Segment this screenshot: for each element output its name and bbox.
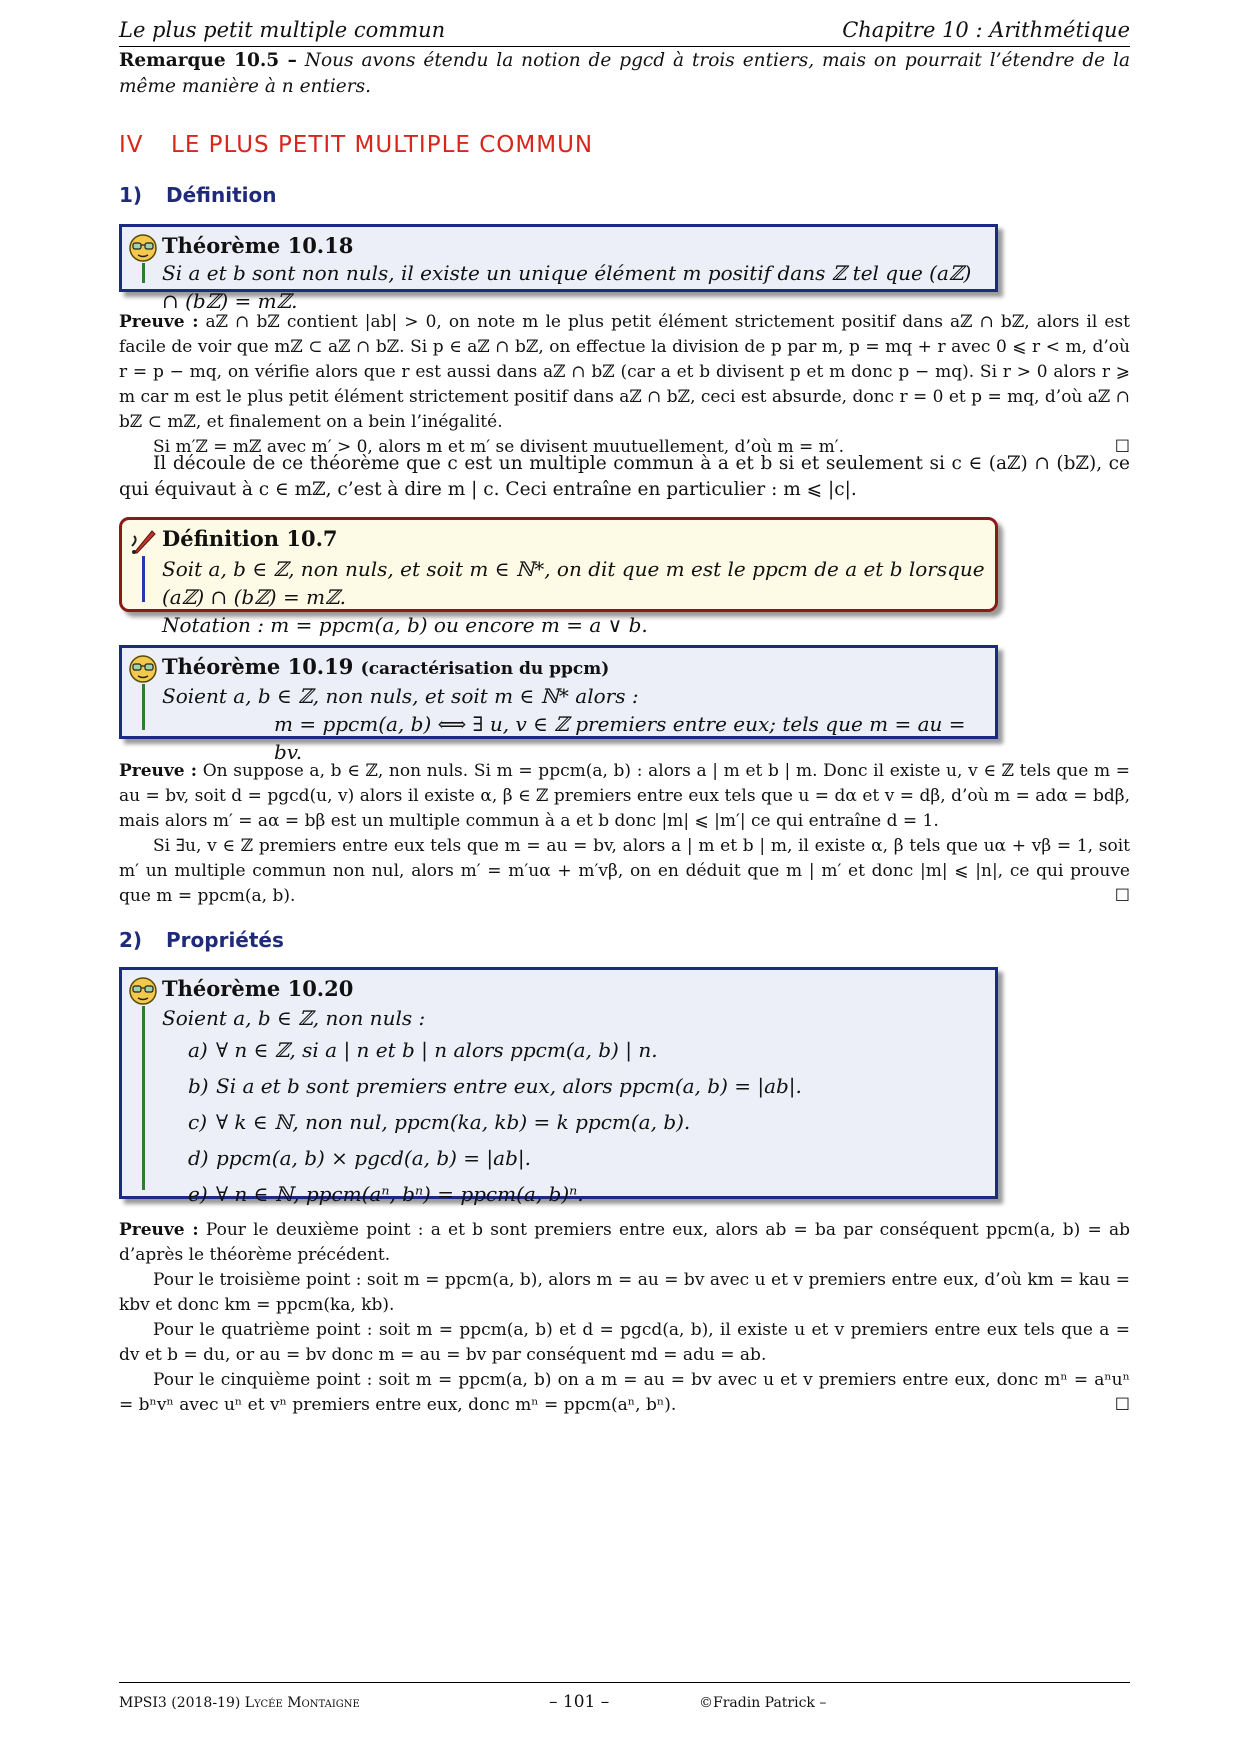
property-item xyxy=(162,1176,985,1212)
definition-line: Notation : m = ppcm(a, b) ou encore m = a ∨ b. xyxy=(162,613,648,637)
paragraph-after-theorem: Il découle de ce théorème que c est un multiple commun à a et b si et seulement si c ∈ (aℤ) ∩ (bℤ), ce qui équivaut à c ∈ mℤ, c’est à dire m | c. Ceci entraîne en particulier : m ⩽ |c|. xyxy=(119,453,1130,500)
subsection-heading-2 xyxy=(119,928,1130,952)
proof-paragraph xyxy=(119,1368,1130,1418)
section-title: LE PLUS PETIT MULTIPLE COMMUN xyxy=(171,132,594,158)
page-number: – 101 – xyxy=(549,1692,610,1712)
item-label: d) xyxy=(188,1146,209,1170)
quill-pen-icon xyxy=(128,526,158,556)
item-text: Si a et b sont premiers entre eux, alors ppcm(a, b) = |ab|. xyxy=(216,1074,802,1098)
proof-paragraph xyxy=(119,1218,1130,1268)
proof-text: Pour le cinquième point : soit m = ppcm(a, b) on a m = au = bv avec u et v premiers entre eux, donc mⁿ = aⁿuⁿ = bⁿvⁿ avec uⁿ et vⁿ premiers entre eux, donc mⁿ = ppcm(aⁿ, bⁿ). xyxy=(119,1370,1130,1415)
proof-paragraph xyxy=(119,759,1130,834)
remark xyxy=(119,48,1130,100)
proof-text: Pour le deuxième point : a et b sont premiers entre eux, alors ab = ba par conséquent ppcm(a, b) = ab d’après le théorème précédent. xyxy=(119,1220,1130,1265)
subsection-number: 1) xyxy=(119,183,143,207)
property-item xyxy=(162,1068,985,1104)
theorem-content xyxy=(162,682,985,766)
theorem-icon xyxy=(128,233,158,263)
proof-paragraph: Pour le quatrième point : soit m = ppcm(a, b) et d = pgcd(a, b), il existe u et v premiers entre eux tels que a = dv et b = du, or au = bv donc m = au = bv par conséquent md = adu = ab. xyxy=(119,1320,1130,1365)
section-number: IV xyxy=(119,132,144,158)
proof-label: Preuve : xyxy=(119,1220,199,1240)
theorem-subtitle: (caractérisation du ppcm) xyxy=(360,659,610,679)
subsection-title: Propriétés xyxy=(166,928,284,952)
item-label: a) xyxy=(188,1038,208,1062)
proof-18 xyxy=(119,310,1130,460)
header-left: Le plus petit multiple commun xyxy=(119,18,446,42)
page-footer xyxy=(119,1682,1130,1712)
proof-text: Si m′ℤ = mℤ avec m′ > 0, alors m et m′ se divisent muutuellement, d’où m = m′. xyxy=(153,437,845,457)
definition-bar xyxy=(142,556,145,602)
page xyxy=(119,0,1130,1754)
proof-label: Preuve : xyxy=(119,761,198,781)
proof-text: Si ∃u, v ∈ ℤ premiers entre eux tels que m = au = bv, alors a | m et b | m, il existe α, β tels que uα + vβ = 1, soit m′ un multiple commun non nul, alors m′ = m′uα + m′vβ, on en déduit que m | m′ et donc |m| ⩽ |n|, ce qui prouve que m = ppcm(a, b). xyxy=(119,836,1130,906)
theorem-title-text: Théorème 10.19 xyxy=(162,654,354,679)
proof-paragraph xyxy=(119,310,1130,435)
property-item xyxy=(162,1104,985,1140)
theorem-bar xyxy=(142,684,145,730)
proof-text: On suppose a, b ∈ ℤ, non nuls. Si m = ppcm(a, b) : alors a | m et b | m. Donc il existe u, v ∈ ℤ tels que m = au = bv, soit d = pgcd(u, v) alors il existe α, β ∈ ℤ premiers entre eux tels que u = dα et v = dβ, d’où m = adα = bdβ, mais alors m′ = aα = bβ est un multiple commun à a et b donc |m| ⩽ |m′| ce qui entraîne d = 1. xyxy=(119,761,1131,831)
theorem-content xyxy=(162,1004,985,1212)
section-heading xyxy=(119,132,1130,158)
qed-box-icon: ☐ xyxy=(1114,886,1130,906)
definition-content xyxy=(162,555,985,639)
theorem-box-19 xyxy=(119,645,998,764)
item-label: c) xyxy=(188,1110,208,1134)
proof-19 xyxy=(119,759,1130,909)
item-text: ∀ k ∈ ℕ, non nul, ppcm(ka, kb) = k ppcm(a, b). xyxy=(216,1110,691,1134)
definition-title: Définition 10.7 xyxy=(162,526,338,551)
theorem-line: Soient a, b ∈ ℤ, non nuls, et soit m ∈ ℕ* alors : xyxy=(162,684,639,708)
item-label: e) xyxy=(188,1182,208,1206)
item-text: ∀ n ∈ ℤ, si a | n et b | n alors ppcm(a, b) | n. xyxy=(216,1038,658,1062)
theorem-bar xyxy=(142,1006,145,1190)
proof-text: aℤ ∩ bℤ contient |ab| > 0, on note m le plus petit élément strictement positif dans aℤ ∩ bℤ, alors il est facile de voir que mℤ ⊂ aℤ ∩ bℤ. Si p ∈ aℤ ∩ bℤ, on effectue la division de p par m, p = mq + r avec 0 ⩽ r < m, d’où r = p − mq, on vérifie alors que r est aussi dans aℤ ∩ bℤ (car a et b divisent p et m donc p − mq). Si r > 0 alors r ⩾ m car m est le plus petit élément strictement positif dans aℤ ∩ bℤ, ceci est absurde, donc r = 0 et p = mq, d’où aℤ ∩ bℤ ⊂ mℤ, et finalement on a bein l’inégalité. xyxy=(119,312,1130,432)
theorem-icon xyxy=(128,654,158,684)
definition-line: Soit a, b ∈ ℤ, non nuls, et soit m ∈ ℕ*, on dit que m est le ppcm de a et b lorsque (aℤ) ∩ (bℤ) = mℤ. xyxy=(162,557,985,609)
footer-right: ©Fradin Patrick – xyxy=(699,1695,827,1711)
proof-20 xyxy=(119,1218,1130,1418)
subsection-heading-1 xyxy=(119,183,1130,207)
theorem-line: m = ppcm(a, b) ⟺ ∃ u, v ∈ ℤ premiers entre eux; tels que m = au = bv. xyxy=(274,712,966,764)
definition-box-7 xyxy=(119,517,998,637)
property-item xyxy=(162,1032,985,1068)
theorem-icon xyxy=(128,976,158,1006)
proof-paragraph xyxy=(119,834,1130,909)
footer-left: MPSI3 (2018-19) Lycée Montaigne xyxy=(119,1695,360,1711)
subsection-number: 2) xyxy=(119,928,143,952)
theorem-intro: Soient a, b ∈ ℤ, non nuls : xyxy=(162,1006,426,1030)
subsection-title: Définition xyxy=(166,183,277,207)
item-text: ppcm(a, b) × pgcd(a, b) = |ab|. xyxy=(216,1146,531,1170)
running-header xyxy=(119,16,1130,47)
theorem-box-20 xyxy=(119,967,998,1206)
item-text: ∀ n ∈ ℕ, ppcm(aⁿ, bⁿ) = ppcm(a, b)ⁿ. xyxy=(216,1182,584,1206)
qed-box-icon: ☐ xyxy=(1114,1395,1130,1415)
theorem-bar xyxy=(142,263,145,283)
theorem-title: Théorème 10.18 xyxy=(162,233,354,258)
qed-box-icon: ☐ xyxy=(1114,437,1130,457)
theorem-text: Si a et b sont non nuls, il existe un unique élément m positif dans ℤ tel que (aℤ) ∩ (bℤ) = mℤ. xyxy=(162,261,972,313)
header-right: Chapitre 10 : Arithmétique xyxy=(842,18,1130,42)
item-label: b) xyxy=(188,1074,209,1098)
remark-text: Nous avons étendu la notion de pgcd à trois entiers, mais on pourrait l’étendre de la même manière à n entiers. xyxy=(119,50,1130,97)
property-item xyxy=(162,1140,985,1176)
remark-label: Remarque 10.5 – xyxy=(119,50,297,71)
theorem-title xyxy=(162,654,609,679)
proof-paragraph: Pour le troisième point : soit m = ppcm(a, b), alors m = au = bv avec u et v premiers entre eux, d’où km = kau = kbv et donc km = ppcm(ka, kb). xyxy=(119,1270,1130,1315)
theorem-title: Théorème 10.20 xyxy=(162,976,354,1001)
theorem-box-18 xyxy=(119,224,998,313)
proof-label: Preuve : xyxy=(119,312,199,332)
